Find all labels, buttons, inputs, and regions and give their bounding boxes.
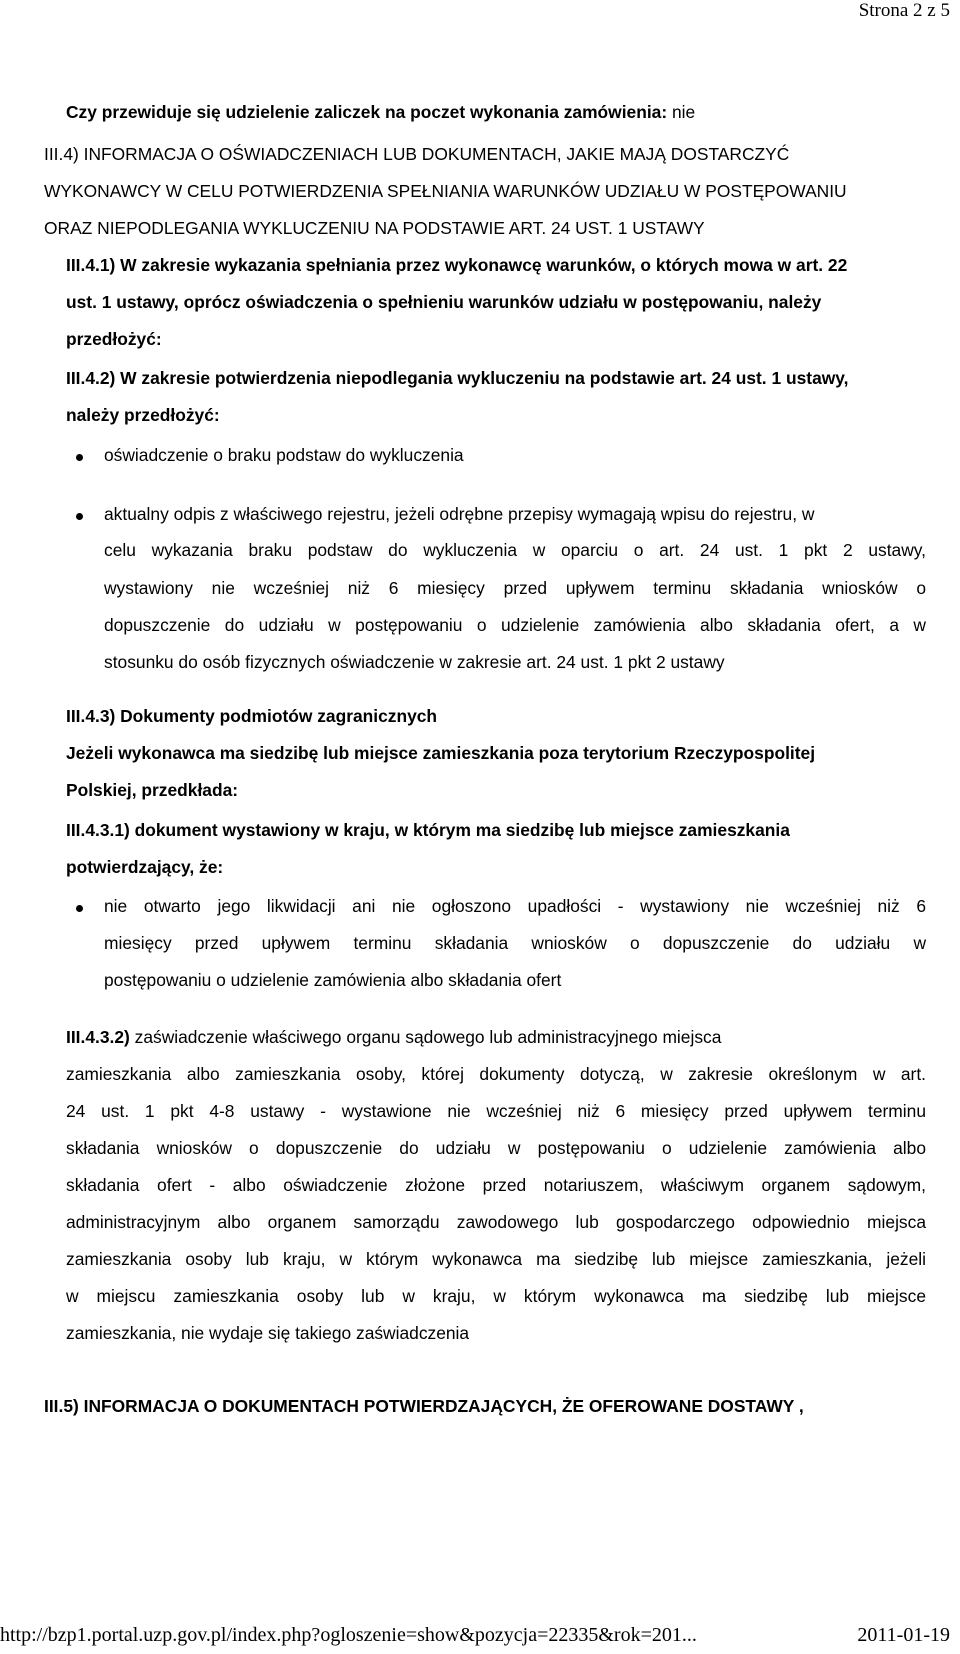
bullet-liquidation-line-1: nie otwarto jego likwidacji ani nie ogłoszono upadłości - wystawiony nie wcześniej niż 6	[104, 896, 926, 916]
section-3-4-1-line-3: przedłożyć:	[66, 329, 162, 349]
section-3-4-3-1-line-1: III.4.3.1) dokument wystawiony w kraju, w którym ma siedzibę lub miejsce zamieszkania	[66, 820, 790, 840]
bullet-register-line-1: aktualny odpis z właściwego rejestru, jeżeli odrębne przepisy wymagają wpisu do rejestru, w	[104, 504, 815, 524]
bullet-liquidation-line-3: postępowaniu o udzielenie zamówienia albo składania ofert	[104, 970, 562, 990]
section-3-4-3-intro-line-1: Jeżeli wykonawca ma siedzibę lub miejsce zamieszkania poza terytorium Rzeczypospolitej	[66, 743, 816, 763]
section-3-4-3-2-line-9: zamieszkania, nie wydaje się takiego zaświadczenia	[66, 1323, 470, 1343]
footer-date: 2011-01-19	[857, 1624, 950, 1646]
bullet-no-exclusion: oświadczenie o braku podstaw do wykluczenia	[104, 445, 464, 465]
section-3-4-3-2-label: III.4.3.2)	[66, 1027, 130, 1047]
section-3-4-1-line-1: III.4.1) W zakresie wykazania spełniania przez wykonawcę warunków, o których mowa w art. 22	[66, 255, 848, 275]
bullet-register-line-5: stosunku do osób fizycznych oświadczenie w zakresie art. 24 ust. 1 pkt 2 ustawy	[104, 652, 725, 672]
section-3-4-3-2-line-4: składania wniosków o dopuszczenie do udziału w postępowaniu o udzielenie zamówienia albo	[66, 1138, 926, 1158]
section-3-4-3-2-line-2: zamieszkania albo zamieszkania osoby, której dokumenty dotyczą, w zakresie określonym w art.	[66, 1064, 926, 1084]
bullet-icon	[76, 454, 83, 461]
bullet-icon	[76, 513, 83, 520]
footer-url: http://bzp1.portal.uzp.gov.pl/index.php?ogloszenie=show&pozycja=22335&rok=201...	[0, 1624, 697, 1646]
bullet-liquidation-line-2: miesięcy przed upływem terminu składania wniosków o dopuszczenie do udziału w	[104, 933, 926, 953]
bullet-register-line-2: celu wykazania braku podstaw do wykluczenia w oparciu o art. 24 ust. 1 pkt 2 ustawy,	[104, 540, 926, 560]
advance-payment-answer: nie	[671, 102, 696, 122]
section-3-4-3-intro-line-2: Polskiej, przedkłada:	[66, 780, 239, 800]
section-3-4-3-2-line-6: administracyjnym albo organem samorządu zawodowego lub gospodarczego odpowiednio miejsca	[66, 1212, 926, 1232]
section-3-4-heading-line-3: ORAZ NIEPODLEGANIA WYKLUCZENIU NA PODSTAWIE ART. 24 UST. 1 USTAWY	[44, 218, 705, 238]
section-3-4-3-heading: III.4.3) Dokumenty podmiotów zagranicznych	[66, 706, 438, 726]
section-3-4-heading-line-2: WYKONAWCY W CELU POTWIERDZENIA SPEŁNIANIA WARUNKÓW UDZIAŁU W POSTĘPOWANIU	[44, 181, 847, 201]
bullet-register-line-4: dopuszczenie do udziału w postępowaniu o udzielenie zamówienia albo składania ofert, a w	[104, 615, 926, 635]
section-3-4-2-line-1: III.4.2) W zakresie potwierdzenia niepodlegania wykluczeniu na podstawie art. 24 ust. 1 ustawy,	[66, 368, 849, 388]
bullet-register-line-3: wystawiony nie wcześniej niż 6 miesięcy przed upływem terminu składania wniosków o	[104, 578, 926, 598]
section-3-4-3-2-line-7: zamieszkania osoby lub kraju, w którym wykonawca ma siedzibę lub miejsce zamieszkania, jeżeli	[66, 1249, 926, 1269]
section-3-4-3-2-line-8: w miejscu zamieszkania osoby lub w kraju, w którym wykonawca ma siedzibę lub miejsce	[66, 1286, 926, 1306]
page-number: Strona 2 z 5	[858, 0, 950, 21]
section-3-4-3-2-line-3: 24 ust. 1 pkt 4-8 ustawy - wystawione nie wcześniej niż 6 miesięcy przed upływem terminu	[66, 1101, 926, 1121]
advance-payment-line	[66, 102, 695, 123]
section-3-5-heading: III.5) INFORMACJA O DOKUMENTACH POTWIERDZAJĄCYCH, ŻE OFEROWANE DOSTAWY ,	[44, 1396, 804, 1416]
section-3-4-3-2-line-1	[66, 1027, 721, 1048]
section-3-4-3-2-line-5: składania ofert - albo oświadczenie złożone przed notariuszem, właściwym organem sądowym,	[66, 1175, 926, 1195]
section-3-4-heading-line-1: III.4) INFORMACJA O OŚWIADCZENIACH LUB DOKUMENTACH, JAKIE MAJĄ DOSTARCZYĆ	[44, 144, 790, 164]
section-3-4-3-1-line-2: potwierdzający, że:	[66, 857, 224, 877]
section-3-4-2-line-2: należy przedłożyć:	[66, 405, 220, 425]
bullet-icon	[76, 905, 83, 912]
advance-payment-question: Czy przewiduje się udzielenie zaliczek na poczet wykonania zamówienia:	[66, 102, 668, 122]
section-3-4-1-line-2: ust. 1 ustawy, oprócz oświadczenia o spełnieniu warunków udziału w postępowaniu, należy	[66, 292, 822, 312]
section-3-4-3-2-text: zaświadczenie właściwego organu sądowego lub administracyjnego miejsca	[129, 1027, 722, 1047]
